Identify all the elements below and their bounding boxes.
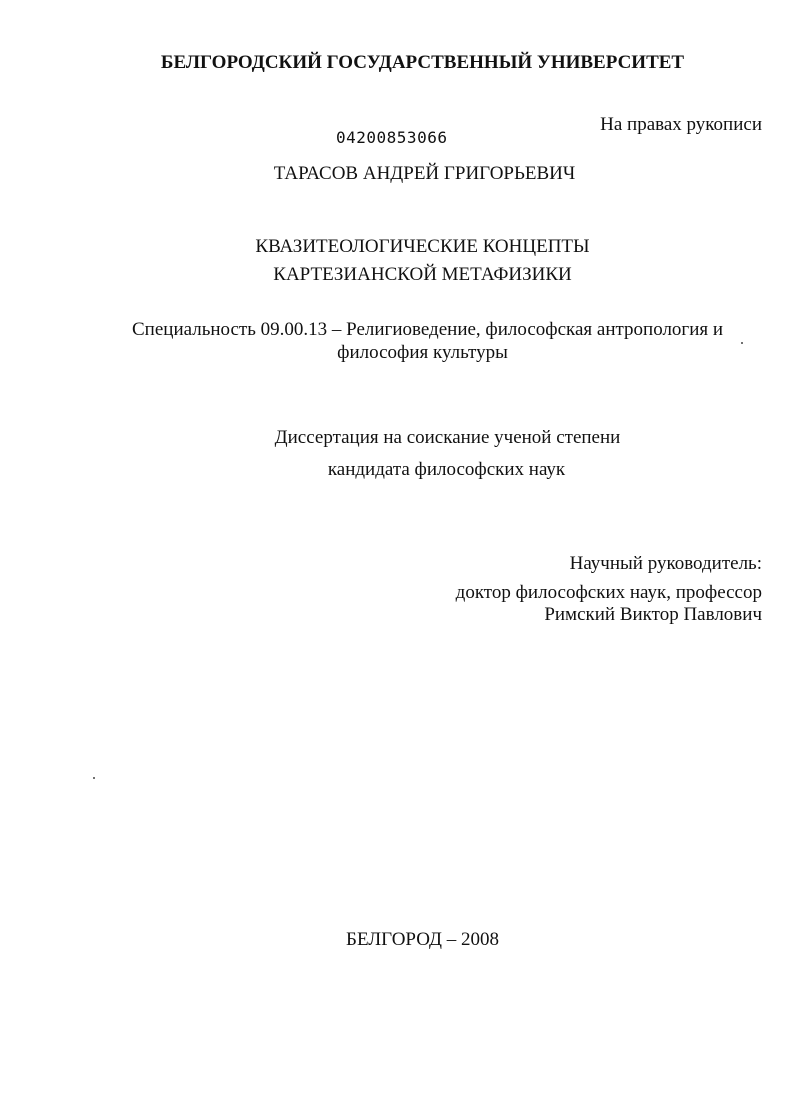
specialty-line2: философия культуры [337,342,508,363]
university-name: БЕЛГОРОДСКИЙ ГОСУДАРСТВЕННЫЙ УНИВЕРСИТЕТ [160,52,685,73]
supervisor-degree: доктор философских наук, профессор [455,582,762,603]
author-name: ТАРАСОВ АНДРЕЙ ГРИГОРЬЕВИЧ [273,163,576,184]
scan-speck [93,777,95,779]
scan-speck [741,342,743,344]
city-year: БЕЛГОРОД – 2008 [346,929,499,950]
dissertation-line2: кандидата философских наук [327,459,566,480]
thesis-title-line2: КАРТЕЗИАНСКОЙ МЕТАФИЗИКИ [273,264,572,285]
catalog-code: 04200853066 [336,128,448,147]
specialty-line1: Специальность 09.00.13 – Религиоведение, философская антропология и [132,319,724,340]
thesis-title-line1: КВАЗИТЕОЛОГИЧЕСКИЕ КОНЦЕПТЫ [255,236,590,257]
supervisor-label: Научный руководитель: [569,553,762,574]
dissertation-line1: Диссертация на соискание ученой степени [274,427,621,448]
manuscript-note: На правах рукописи [600,114,762,135]
supervisor-name: Римский Виктор Павлович [544,604,762,625]
